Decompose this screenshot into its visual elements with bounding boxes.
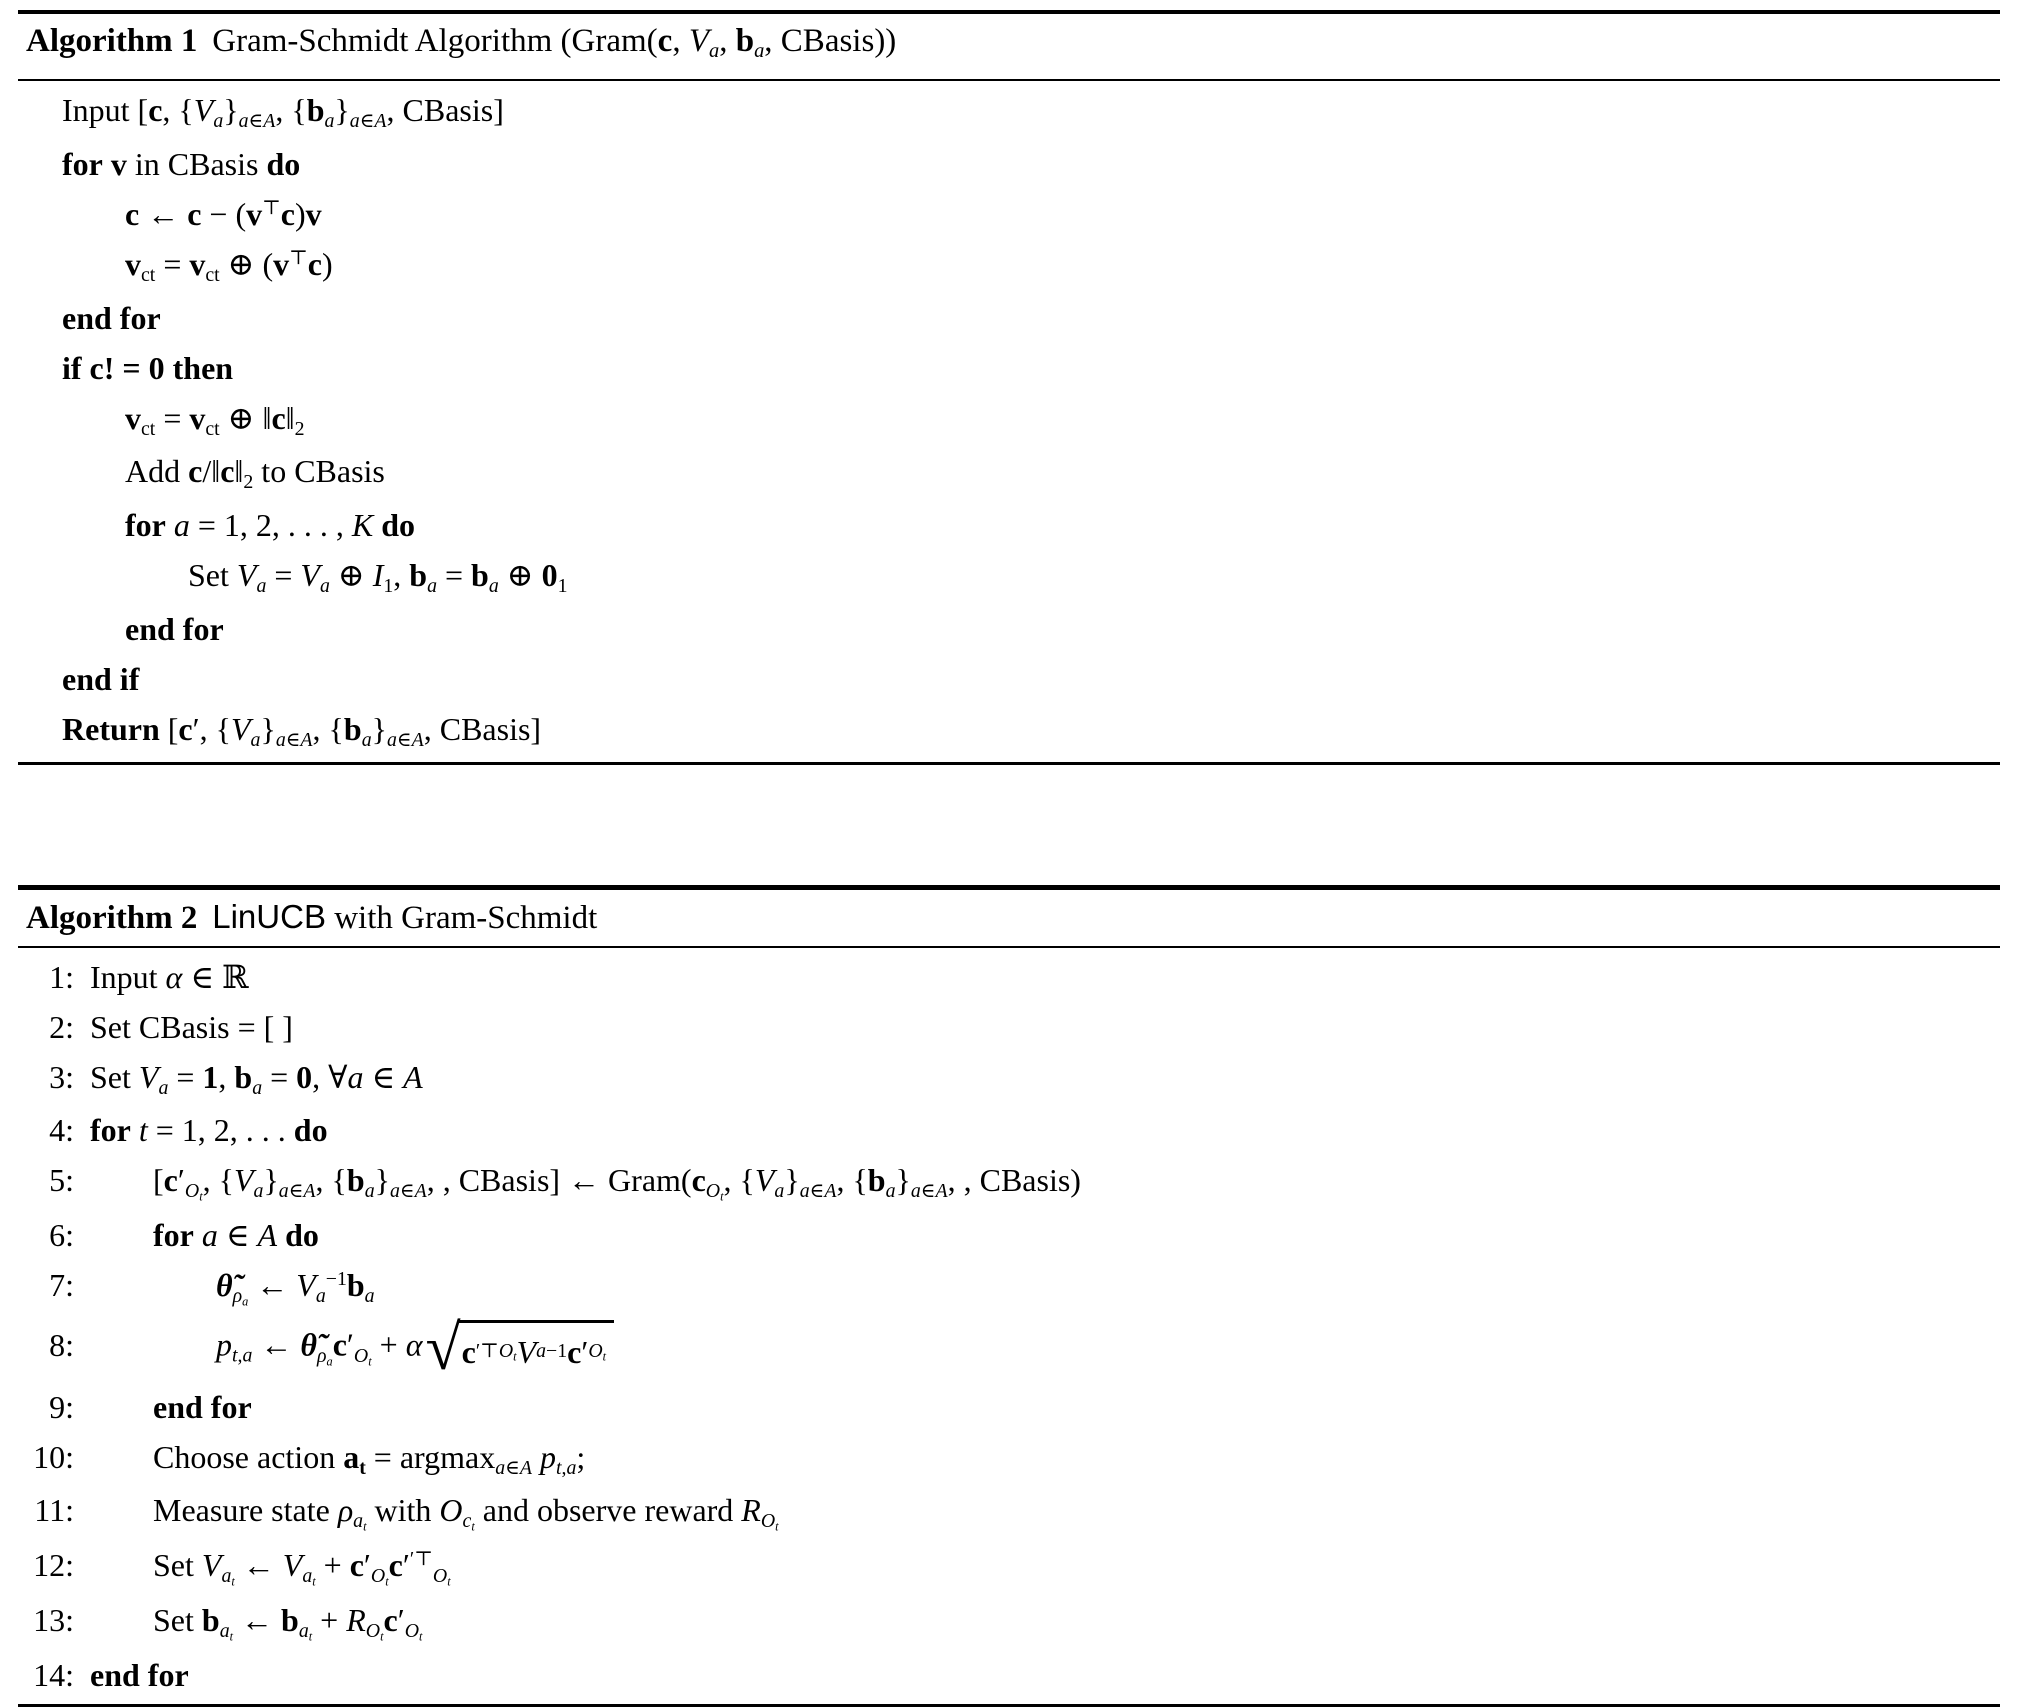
pseudocode-line bbox=[18, 189, 2000, 239]
section-gap bbox=[18, 765, 2000, 885]
line-content: Set $b_{a_t}$ ← $b_{a_t} + R_{O_t}c'_{O_t}$ bbox=[153, 1602, 423, 1644]
line-content: Set $V_a = 1$, $b_a = 0$, ∀a ∈ A bbox=[90, 1058, 423, 1099]
algorithm-1-title: Gram-Schmidt Algorithm (Gram(c, $V_a$, $b_a$, CBasis)) bbox=[212, 23, 897, 63]
pseudocode-line bbox=[18, 550, 2000, 604]
pseudocode-line bbox=[18, 1105, 2000, 1155]
line-number: 5: bbox=[49, 1162, 74, 1199]
radical-sign: √ bbox=[425, 1312, 461, 1384]
line-content: end for bbox=[90, 1657, 189, 1694]
pseudocode-line bbox=[18, 704, 2000, 758]
line-content: end for bbox=[62, 299, 161, 336]
line-content: $v_{ct} = v_{ct}$ ⊕ (v⊤c) bbox=[125, 245, 333, 286]
pseudocode-line bbox=[18, 446, 2000, 500]
line-number: 7: bbox=[49, 1267, 74, 1304]
line-number: 8: bbox=[49, 1326, 74, 1363]
pseudocode-line bbox=[18, 500, 2000, 550]
line-content: $p_{t,a}$ ← $\thetã_{\rho_a}c'_{O_t} + \alpha$ √ c ′⊤ $O_t$ V a −1 c ′ $O_t$ bbox=[90, 1320, 616, 1376]
line-content: end for bbox=[153, 1388, 252, 1425]
line-number: 4: bbox=[49, 1112, 74, 1149]
algorithm-1-label: Algorithm 1 bbox=[26, 23, 198, 59]
line-content: $\thetã_{\rho_a}$ ← $V_a^{-1}b_a$ bbox=[216, 1267, 375, 1309]
algorithm-2-body bbox=[18, 948, 2000, 1701]
pseudocode-line bbox=[18, 1485, 2000, 1540]
algorithm-2-block bbox=[18, 885, 2000, 1707]
pseudocode-line bbox=[18, 1312, 2000, 1384]
pseudocode-line bbox=[18, 239, 2000, 293]
pseudocode-line bbox=[18, 1540, 2000, 1595]
algorithm-2-header bbox=[18, 890, 2000, 944]
pseudocode-line bbox=[18, 654, 2000, 704]
square-root bbox=[425, 1312, 615, 1384]
line-content: for a ∈ A do bbox=[153, 1217, 319, 1254]
algorithm-1-header bbox=[18, 14, 2000, 77]
pseudocode-line bbox=[18, 293, 2000, 343]
radicand: c ′⊤ $O_t$ V a −1 c ′ $O_t$ bbox=[458, 1320, 614, 1376]
line-content: Set $V_{a_t}$ ← $V_{a_t} + c'_{O_t}c'^{'⊤}_{O_t}$ bbox=[153, 1547, 451, 1589]
line-content: c ← c − (v⊤c)v bbox=[125, 195, 322, 232]
pseudocode-line bbox=[18, 1432, 2000, 1486]
pseudocode-line bbox=[18, 139, 2000, 189]
line-number: 2: bbox=[49, 1008, 74, 1045]
line-content: Input α ∈ ℝ bbox=[90, 958, 249, 995]
line-content: end if bbox=[62, 660, 140, 697]
line-content: $v_{ct} = v_{ct}$ ⊕ $‖c‖_2$ bbox=[125, 399, 305, 440]
line-number: 13: bbox=[33, 1602, 74, 1639]
line-content: [$c'_{O_t}$, $\{V_a\}_{a\in A}$, $\{b_a\}_{a\in A}$, , CBasis] ← $Gram(c_{O_t}$, $\{V_a\}_{a\in A}$, $\{b_a\}_{a\in A}$, , CBasis) bbox=[153, 1162, 1081, 1204]
line-number: 9: bbox=[49, 1388, 74, 1425]
line-number: 14: bbox=[33, 1657, 74, 1694]
pseudocode-line bbox=[18, 1595, 2000, 1650]
pseudocode-line bbox=[18, 1210, 2000, 1260]
line-number: 6: bbox=[49, 1217, 74, 1254]
line-number: 12: bbox=[33, 1547, 74, 1584]
pseudocode-line bbox=[18, 1382, 2000, 1432]
line-content: Set $V_a = V_a$ ⊕ $I_1$, $b_a = b_a$ ⊕ $0_1$ bbox=[188, 557, 568, 597]
pseudocode-line bbox=[18, 1155, 2000, 1210]
pseudocode-line bbox=[18, 393, 2000, 447]
line-content: if c! = 0 then bbox=[62, 349, 234, 386]
pseudocode-line bbox=[18, 85, 2000, 139]
algorithm-1-block bbox=[18, 10, 2000, 765]
line-content: Choose action $a_t = argmax_{a\in A}$ $p_{t,a}$; bbox=[153, 1438, 586, 1479]
line-number: 11: bbox=[34, 1492, 74, 1529]
pseudocode-line bbox=[18, 1052, 2000, 1106]
pseudocode-line bbox=[18, 952, 2000, 1002]
line-content: Measure state $\rho_{a_t}$ with $O_{c_t}$ and observe reward $R_{O_t}$ bbox=[153, 1492, 779, 1534]
algorithm-2-title: LinUCB with Gram-Schmidt bbox=[212, 897, 598, 936]
line-content: for a = 1, 2, . . . , K do bbox=[125, 507, 416, 544]
pseudocode-line bbox=[18, 343, 2000, 393]
line-content: for v in CBasis do bbox=[62, 145, 301, 182]
line-number: 10: bbox=[33, 1438, 74, 1475]
pseudocode-line bbox=[18, 604, 2000, 654]
line-content: Return [c′, $\{V_a\}_{a\in A}$, $\{b_a\}_{a\in A}$, CBasis] bbox=[62, 710, 542, 751]
algorithm-2-label: Algorithm 2 bbox=[26, 899, 198, 936]
pseudocode-line bbox=[18, 1260, 2000, 1315]
line-content: for t = 1, 2, . . . do bbox=[90, 1112, 328, 1149]
pseudocode-line bbox=[18, 1650, 2000, 1700]
line-content: Add $c/‖c‖_2$ to CBasis bbox=[125, 453, 385, 494]
line-content: end for bbox=[125, 610, 224, 647]
pseudocode-line bbox=[18, 1002, 2000, 1052]
algorithm-1-body bbox=[18, 81, 2000, 757]
line-number: 1: bbox=[49, 958, 74, 995]
line-content: Set CBasis = [ ] bbox=[90, 1008, 293, 1045]
line-content: Input [c, $\{V_a\}_{a\in A}$, $\{b_a\}_{a\in A}$, CBasis] bbox=[62, 92, 504, 133]
line-number: 3: bbox=[49, 1058, 74, 1095]
